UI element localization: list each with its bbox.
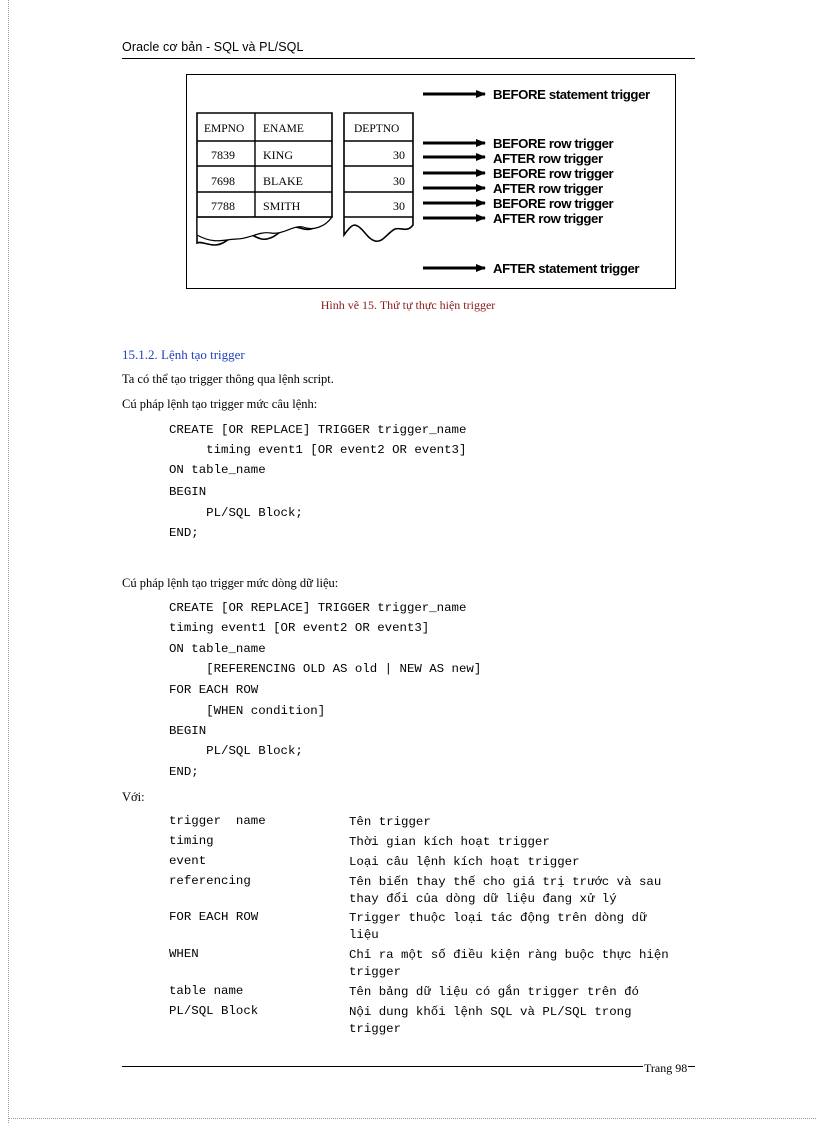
definition-term: timing <box>169 834 214 848</box>
row-syntax-label: Cú pháp lệnh tạo trigger mức dòng dữ liệu: <box>122 576 339 590</box>
code-line: timing event1 [OR event2 OR event3] <box>169 621 430 635</box>
label-before-statement-trigger: BEFORE statement trigger <box>493 87 650 102</box>
definition-term: FOR EACH ROW <box>169 910 259 924</box>
header-empno: EMPNO <box>204 123 245 135</box>
empno-cell: 7698 <box>211 174 235 188</box>
header-ename: ENAME <box>263 123 304 135</box>
code-line: PL/SQL Block; <box>169 744 303 758</box>
statement-syntax-label: Cú pháp lệnh tạo trigger mức câu lệnh: <box>122 397 318 411</box>
page-number: Trang 98 <box>644 1061 688 1075</box>
code-line: [WHEN condition] <box>169 704 326 718</box>
definition-desc: Trigger thuộc loại tác động trên dòng dữ liệu <box>349 911 647 942</box>
label-before-row-trigger: BEFORE row trigger <box>493 136 614 151</box>
code-line: END; <box>169 765 199 779</box>
code-line: [REFERENCING OLD AS old | NEW AS new] <box>169 662 482 676</box>
definition-desc: Thời gian kích hoạt trigger <box>349 835 550 849</box>
label-before-row-trigger: BEFORE row trigger <box>493 196 614 211</box>
figure-caption: Hình vẽ 15. Thứ tự thực hiện trigger <box>320 298 496 312</box>
label-before-row-trigger: BEFORE row trigger <box>493 166 614 181</box>
definition-term: PL/SQL Block <box>169 1004 259 1018</box>
empno-cell: 7788 <box>211 199 235 213</box>
definition-desc: Tên bảng dữ liệu có gắn trigger trên đó <box>349 985 639 999</box>
ename-cell: KING <box>263 148 293 162</box>
code-line: CREATE [OR REPLACE] TRIGGER trigger_name <box>169 601 467 615</box>
code-line: BEGIN <box>169 724 207 738</box>
footer-rule <box>122 1066 695 1067</box>
code-line: ON table_name <box>169 463 266 477</box>
label-after-statement-trigger: AFTER statement trigger <box>493 261 640 276</box>
definition-term: table name <box>169 984 244 998</box>
code-line: ON table_name <box>169 642 266 656</box>
with-label: Với: <box>122 790 145 804</box>
deptno-cell: 30 <box>393 148 405 162</box>
definition-desc: Loại câu lệnh kích hoạt trigger <box>349 855 580 869</box>
section-heading: 15.1.2. Lệnh tạo trigger <box>122 347 245 362</box>
intro-paragraph: Ta có thể tạo trigger thông qua lệnh script. <box>122 372 334 386</box>
definition-desc: Tên trigger <box>349 815 431 829</box>
deptno-cell: 30 <box>393 199 405 213</box>
code-line: timing event1 [OR event2 OR event3] <box>169 443 467 457</box>
ename-cell: SMITH <box>263 199 301 213</box>
definition-desc: Chỉ ra một số điều kiện ràng buộc thực hiện trigger <box>349 948 669 979</box>
code-line: PL/SQL Block; <box>169 506 303 520</box>
page-edge-left <box>8 0 10 1123</box>
definition-desc: Tên biến thay thế cho giá trị trước và sau thay đổi của dòng dữ liệu đang xử lý <box>349 875 662 906</box>
definition-term: trigger name <box>169 814 266 828</box>
definition-desc: Nội dung khối lệnh SQL và PL/SQL trong trigger <box>349 1005 632 1036</box>
code-line: END; <box>169 526 199 540</box>
definition-term: WHEN <box>169 947 199 961</box>
label-after-row-trigger: AFTER row trigger <box>493 151 603 166</box>
definition-term: event <box>169 854 207 868</box>
running-header: Oracle cơ bản - SQL và PL/SQL <box>122 40 304 54</box>
empno-cell: 7839 <box>211 148 235 162</box>
header-rule <box>122 58 695 59</box>
trigger-order-figure <box>186 74 676 289</box>
label-after-row-trigger: AFTER row trigger <box>493 211 603 226</box>
code-line: FOR EACH ROW <box>169 683 259 697</box>
definition-term: referencing <box>169 874 251 888</box>
header-deptno: DEPTNO <box>354 123 400 135</box>
deptno-cell: 30 <box>393 174 405 188</box>
page-edge-bottom <box>8 1118 816 1120</box>
code-line: CREATE [OR REPLACE] TRIGGER trigger_name <box>169 423 467 437</box>
label-after-row-trigger: AFTER row trigger <box>493 181 603 196</box>
ename-cell: BLAKE <box>263 174 303 188</box>
code-line: BEGIN <box>169 485 207 499</box>
trigger-diagram <box>187 75 675 288</box>
